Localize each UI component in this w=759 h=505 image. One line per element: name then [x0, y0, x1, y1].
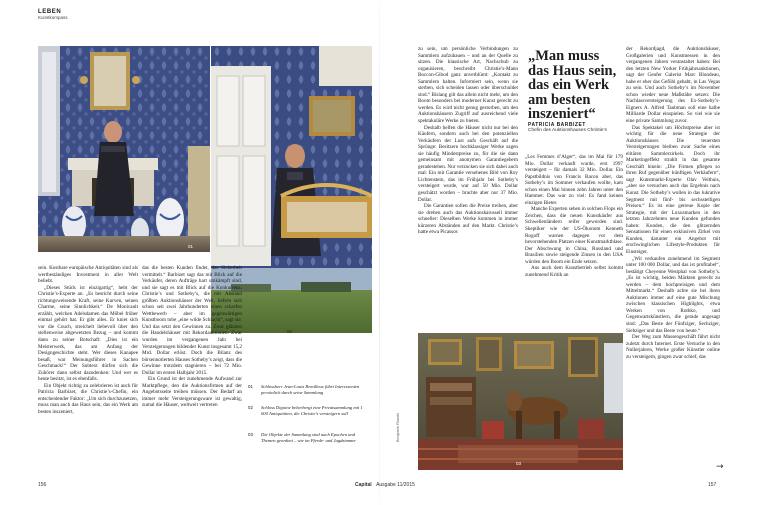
text-column-1: [38, 265, 138, 416]
photo-number: 03: [516, 461, 522, 466]
page-number-left: 156: [38, 482, 47, 488]
text-column-5: [626, 46, 720, 360]
photo-caption-1: [248, 384, 366, 396]
quote-author-name: PATRICIA BARBIZET: [528, 122, 586, 128]
pull-quote-attribution: [528, 122, 620, 135]
section-subtitle: Kunstkompass: [38, 14, 68, 20]
photo-hunting-room: [418, 333, 623, 470]
text-column-4: [525, 154, 623, 278]
photo-salon: [38, 46, 210, 252]
photo-salon-image: [38, 46, 210, 252]
caption-text: Schlossherr Jean-Louis Remilleux führt Interessenten persönlich durch seine Sammlung: [261, 384, 360, 395]
paragraph: sein. Kostbare europäische Antiquitäten sind als wertbeständiges Investment in aller Welt beliebt.: [38, 265, 138, 285]
paragraph: Der Weg zum Massengeschäft führt nicht zuletzt durch Internet. Erste Versuche in den Nullerjahren, Werke großer Künstler online zu versteigern, gingen zwar schief, das: [626, 334, 720, 360]
photo-caption-3: [248, 432, 366, 444]
photo-credit-text: Benjamin Filarski: [396, 413, 400, 442]
paragraph: „Dieses Stück ist einzigartig“, hebt der Christie’s-Experte an. „Es besticht durch seine richtungsweisende Kraft, seine Kurven, seinen Charme, seine Sinnlichkeit.“ De Monicault erzählt, welchen Adelsdamen das Möbel früher einmal gehört hat. Er gibt alles. Er kniet sich vor die Couch, streichelt liebevoll über den stellenweise abgewetzten Bezug – und kommt dann zu seiner Botschaft: „Dies ist ein Meisterwerk, das am Anfang der Designgeschichte steht. Wer dieses Kanapee besaß, war Meinungsführer in Sachen Geschmack!“ Der Subtext dürfen sich die Zuhörer dann selbst dazudenken: Und wer es heute besitzt, ist es ebenfalls.: [38, 284, 138, 383]
paragraph: „Les Femmes d’Alger“, das im Mai für 179 Mio. Dollar verkauft wurde, erst 1997 versteigert – für damals 32 Mio. Dollar. Ein Papstbildnis von Francis Bacon aber, das Sotheby’s im Sommer verkaufen wollte, kam schon einen Mai binnen zehn Jahren unter den Hammer. Das war zu viel: Es fand keinen einzigen Bieter.: [525, 154, 623, 206]
paragraph: zu sein, um persönliche Verbindungen zu Sammlern aufzubauen – und an der Quelle zu sitzen. Die klassische Art, Nachschub zu organisieren, beschreibt Christie’s-Mann Boccon-Gibod ganz unverblümt: „Kontakt zu Sammlern halten. Informiert sein, wenn sie sterben, sich scheiden lassen oder überschuldet sind.“ Bislang gilt das allein nicht mehr, um den Boom besonders bei moderner Kunst gerecht zu werden. Es wird nicht genug gestorben, um den Auktionshäusern Zugriff auf ausreichend viele spektakuläre Werke zu bieten.: [418, 46, 518, 125]
caption-text: Die Objekte der Sammlung sind nach Epochen und Themen geordnet – wie im Pferde- und Jagdzimmer: [261, 432, 356, 443]
paragraph: „Wir verkaufen zunehmend im Segment unter 100 000 Dollar, und das ist profitabel“, bestätigt Cheyenne Westphal von Sotheby’s. „Es ist wichtig, beiden Märkten gerecht zu werden – dem hochpreisigen und dem Mittelmarkt.“ Deshalb achte sie bei ihren Auktionen immer auf eine gute Mischung zwischen klassischen Highlights, etwa Werken von Rothko, und Gegenwartskünstlern, die gerade angesagt sind: „Das Beste der Fünfziger, Sechziger, Siebziger und das Beste von heute.“: [626, 255, 720, 334]
caption-number: 02: [248, 405, 253, 410]
text-column-2: [142, 265, 242, 409]
quote-author-role: Chefin des Auktionshauses Christie’s: [528, 128, 607, 134]
continue-arrow-icon: →: [716, 462, 724, 472]
photo-hunting-room-image: [418, 333, 623, 470]
photo-credit: [396, 382, 402, 442]
paragraph: Ein Objekt richtig zu zelebrieren ist auch für Patricia Barbizet, die Christie’s-Chefin, ein entscheidender Faktor: „Um sich durchzusetzen, muss man auch das Haus sein, das ein Werk am besten inszeniert,: [38, 382, 138, 416]
footer-brand: Capital: [355, 482, 372, 488]
page-number-right: 157: [708, 482, 717, 488]
photo-caption-2: [248, 405, 366, 417]
caption-number: 01: [248, 384, 253, 389]
section-name: LEBEN: [38, 9, 62, 15]
photo-number: 02: [287, 329, 293, 333]
photo-number: 01: [188, 244, 194, 249]
paragraph: der Rekordjagd, die Auktionshäuser, Großgalerien und Kunstmessen in den vergangenen Jahren veranstaltet haben: Bei den letzten New Yorker Frühjahrsauktionen, sagt der Genfer Galerist Marc Blondeau, habe er eher das Gefühl gehabt, in Las Vegas zu sein. Und auch Sotheby’s im November schon wieder neue Maßstäbe setzen: Die Nachlassversteigerung des Ex-Sotheby’s-Eigners A. Alfred Taubman soll eine halbe Milliarde Dollar einspielen. So viel wie sie eine private Sammlung zuvor.: [626, 46, 720, 125]
paragraph: Manche Experten sehen in solchen Flops ein Zeichen, dass die neuen Kunstkäufer aus Schwellenländern reifer geworden sind. Skeptiker wie der US-Ökonom Kenneth Rogoff warnen dagegen vor dem bevorstehenden Platzen einer Kunstmarktblase. Der Abschwung in China, Russland und Brasilien sowie steigende Zinsen in den USA würden den Boom ein Ende setzen.: [525, 206, 623, 265]
paragraph: Deshalb helfen die Häuser nicht nur bei den Käufern, sondern auch bei den potenziellen Verkäufern der Lust aufs Geschäft auf die Sprünge: Besitzern hochklassiger Werke sagen sie häufig Mindestpreise zu, für die sie dann gemeinsam mit anonymen Garantiegebern geradestehen. Nur verzocken sie sich dabei auch mal: Ein mit Garantie versehenes Bild von Roy Lichtenstein, das im Frühjahr bei Sotheby’s versteigert wurde, war auf 50 Mio. Dollar geschätzt worden – brachte aber nur 37 Mio. Dollar.: [418, 124, 518, 203]
footer-publication: [355, 482, 415, 488]
paragraph: Die Garantien sollen die Preise treiben, aber sie drehen auch das Auktionskarussell immer schneller: Dieselben Werke kommen in immer kürzeren Abständen auf den Markt. Christie’s hatte etwa Picassos: [418, 203, 518, 236]
section-label: [38, 9, 68, 21]
caption-number: 03: [248, 432, 253, 437]
page-gutter: [379, 0, 380, 505]
text-column-3: [418, 46, 518, 236]
paragraph: Das Spektakel um Höchstpreise aber ist wichtig für die neue Strategie der Auktionshäuser. Die teuersten Versteigerungen bleiben zwar Sache eines elitären Sammlerzirkels. Doch ihr Marketingeffekt strahlt in das gesamte Geschäft hinein: „Die Firmen pflegen so ihren Ruf gegenüber künftigen Verkäufern“, sagt Kunstmarkt-Experte Olav Velthuis, „aber sie versuchen auch das Ergebnis nach Kunst. Die Sotheby’s wollen in das lukrative Segment mit fünf- bis sechsstelligen Preisen.“ Es ist eine getreue Kopie der Strategie, mit der Luxusmarken in den letzten Jahrzehnten neue Kunden gefunden haben: Kunden, die den glitzernden Sensationen für einen exklusiven Zirkel von Kunden, darunter ein Angebot mit erschwinglichen Lifestyle-Produkten für Einsteiger.: [626, 124, 720, 255]
paragraph: Ein Grund ist der zunehmende Aufwand zur Marktpflege, den die Auktionsfirmen auf der Angebotsseite treiben müssen. Der Bedarf an immer mehr Versteigerungsware ist gewaltig, zumal die Häuser, weltweit vertreten: [142, 376, 242, 409]
footer-issue: Ausgabe 11/2015: [376, 482, 415, 488]
pull-quote: „Man muss das Haus sein, das ein Werk am besten inszeniert“: [528, 48, 617, 123]
paragraph: das die besten Kunden findet, das Sicherheit vermittelt.“ Barbizet sagt das mit Blick auf die Verkäufer, deren Aufträge hart umkämpft sind, und sie sagt es mit Blick auf die Konkurrenz. Christie’s und Sotheby’s, die mit Abstand größten Auktionshäuser der Welt, liefern sich schon seit zwei Jahrhunderten einen scharfen Wettbewerb – aber im gegenwärtigen Kunstboom tobe „eine wilde Schlacht“, sagt sie. Und das setzt den Gewinnen zu. Zwar glänzen die Handelshäuser mit Rekordauktionen. Zwar wurden im vergangenen Jahr bei Versteigerungen bildender Kunst insgesamt 15,2 Mrd. Dollar erlöst. Doch die Bilanz des börsennotierten Hauses Sotheby’s zeigt, dass die Gewinne trotzdem stagnieren – bei 72 Mio. Dollar im ersten Halbjahr 2015.: [142, 265, 242, 376]
caption-text: Schloss Digoine beherbergt eine Privatsammlung mit 1 000 Antiquitäten, die Christie’s versteigern soll: [261, 405, 363, 416]
paragraph: Aus auch dem Kunstbetrieb selbst kommt zunehmend Kritik an: [525, 265, 623, 278]
